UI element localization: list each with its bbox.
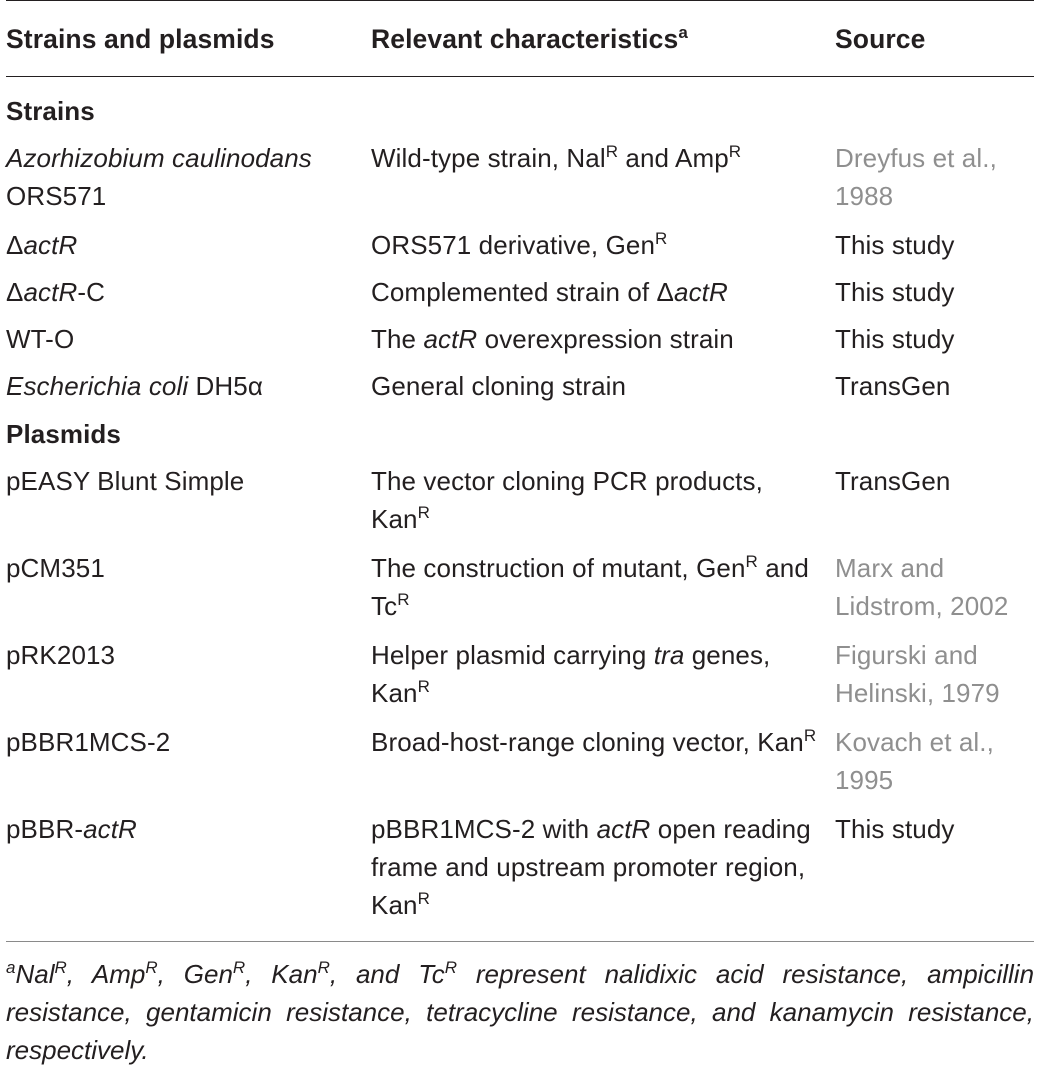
text-run: , Gen [157, 959, 233, 989]
superscript-text: R [232, 958, 246, 977]
italic-text: tra [653, 640, 685, 670]
cell-source [835, 462, 1038, 500]
cell-name [6, 462, 361, 500]
text-run: open reading frame and upstream promoter region, Kan [371, 814, 811, 920]
source-text: This study [835, 230, 955, 260]
superscript-text: R [655, 229, 668, 248]
text-run: overexpression strain [477, 324, 734, 354]
source-text: This study [835, 324, 955, 354]
section-label-strains: Strains [6, 96, 95, 126]
cell-source [835, 367, 1038, 405]
superscript-text: R [444, 958, 457, 977]
header-strains-and-plasmids: Strains and plasmids [6, 24, 275, 54]
table-header-row [6, 20, 1034, 60]
header-relevant-characteristics [371, 20, 826, 58]
text-run: pBBR- [6, 814, 84, 844]
italic-text: actR [596, 814, 651, 844]
text-run: represent nalidixic acid resistance, ampicillin resistance, gentamicin resistance, tetracycline resistance, and kanamycin resistance, respectively. [6, 959, 1035, 1065]
text-run: , and Tc [329, 959, 445, 989]
text-run: WT-O [6, 324, 75, 354]
table-top-rule [6, 0, 1034, 1]
reference-citation: Dreyfus et al., 1988 [835, 143, 997, 211]
table-footnote [6, 955, 1034, 1069]
cell-source [835, 320, 1038, 358]
cell-characteristics [371, 810, 826, 924]
text-run: , Amp [66, 959, 146, 989]
reference-citation: Figurski and Helinski, 1979 [835, 640, 1000, 708]
italic-text: actR [83, 814, 137, 844]
table-row [6, 810, 1034, 930]
table-row [6, 226, 1034, 266]
text-run: Nal [15, 959, 55, 989]
section-strains [6, 92, 1034, 132]
cell-name [6, 273, 361, 311]
text-run: ORS571 derivative, Gen [371, 230, 656, 260]
italic-text: actR [23, 277, 78, 307]
text-run: General cloning strain [371, 371, 627, 401]
text-run: Δ [6, 277, 24, 307]
superscript-text: R [317, 958, 330, 977]
text-run: , Kan [245, 959, 318, 989]
table-row [6, 367, 1034, 407]
superscript-text: R [54, 958, 67, 977]
text-run: and Amp [618, 143, 729, 173]
reference-citation: Kovach et al., 1995 [835, 727, 994, 795]
text-run: pBBR1MCS-2 with [371, 814, 597, 844]
italic-text: Azorhizobium caulinodans [6, 143, 312, 173]
text-run: The vector cloning PCR products, Kan [371, 466, 763, 534]
cell-characteristics [371, 320, 826, 358]
table-row [6, 273, 1034, 313]
italic-text: actR [674, 277, 728, 307]
text-run: pCM351 [6, 553, 105, 583]
cell-name [6, 367, 361, 405]
table-row [6, 139, 1034, 219]
text-run: pRK2013 [6, 640, 116, 670]
cell-source [835, 549, 1038, 625]
header-rule [6, 76, 1034, 77]
cell-name [6, 636, 361, 674]
superscript-text: R [745, 552, 758, 571]
cell-source [835, 723, 1038, 799]
reference-citation: Marx and Lidstrom, 2002 [835, 553, 1009, 621]
header-source: Source [835, 24, 926, 54]
text-run: Helper plasmid carrying [371, 640, 654, 670]
italic-text: Escherichia coli [6, 371, 189, 401]
text-run: The [371, 324, 424, 354]
text-run: -C [77, 277, 105, 307]
text-run: ORS571 [6, 181, 107, 211]
superscript-text: R [728, 142, 742, 161]
cell-source [835, 226, 1038, 264]
footnote-rule [6, 941, 1034, 942]
text-run: Wild-type strain, Nal [371, 143, 606, 173]
cell-characteristics [371, 226, 826, 264]
cell-characteristics [371, 139, 826, 177]
superscript-text: R [605, 142, 619, 161]
text-run: Complemented strain of Δ [371, 277, 675, 307]
text-run: The construction of mutant, Gen [371, 553, 746, 583]
cell-characteristics [371, 367, 826, 405]
superscript-text: R [803, 726, 817, 745]
text-run: Δ [6, 230, 24, 260]
header-footnote-marker: a [678, 23, 688, 42]
cell-characteristics [371, 462, 826, 538]
cell-characteristics [371, 723, 826, 761]
table-row [6, 723, 1034, 803]
source-text: This study [835, 814, 955, 844]
cell-characteristics [371, 636, 826, 712]
source-text: TransGen [835, 466, 951, 496]
table-row [6, 462, 1034, 542]
cell-name [6, 226, 361, 264]
section-label-plasmids: Plasmids [6, 419, 121, 449]
superscript-text: R [145, 958, 158, 977]
text-run: Broad-host-range cloning vector, Kan [371, 727, 804, 757]
cell-source [835, 810, 1038, 848]
cell-name [6, 549, 361, 587]
superscript-text: R [417, 889, 430, 908]
source-text: This study [835, 277, 955, 307]
cell-name [6, 810, 361, 848]
cell-name [6, 320, 361, 358]
text-run: DH5α [188, 371, 264, 401]
cell-source [835, 636, 1038, 712]
cell-name [6, 723, 361, 761]
superscript-text: a [6, 958, 16, 977]
italic-text: actR [23, 230, 78, 260]
superscript-text: R [417, 677, 430, 696]
cell-characteristics [371, 549, 826, 625]
cell-source [835, 273, 1038, 311]
table-row [6, 320, 1034, 360]
text-run: and Tc [371, 553, 809, 621]
table-row [6, 636, 1034, 716]
cell-source [835, 139, 1038, 215]
superscript-text: R [397, 590, 410, 609]
text-run: pBBR1MCS-2 [6, 727, 171, 757]
italic-text: actR [423, 324, 478, 354]
cell-characteristics [371, 273, 826, 311]
section-plasmids [6, 415, 1034, 455]
source-text: TransGen [835, 371, 951, 401]
header-relevant-characteristics-text: Relevant characteristics [371, 24, 679, 54]
text-run: genes, Kan [371, 640, 771, 708]
superscript-text: R [417, 503, 430, 522]
cell-name [6, 139, 361, 215]
table-row [6, 549, 1034, 629]
text-run: pEASY Blunt Simple [6, 466, 245, 496]
